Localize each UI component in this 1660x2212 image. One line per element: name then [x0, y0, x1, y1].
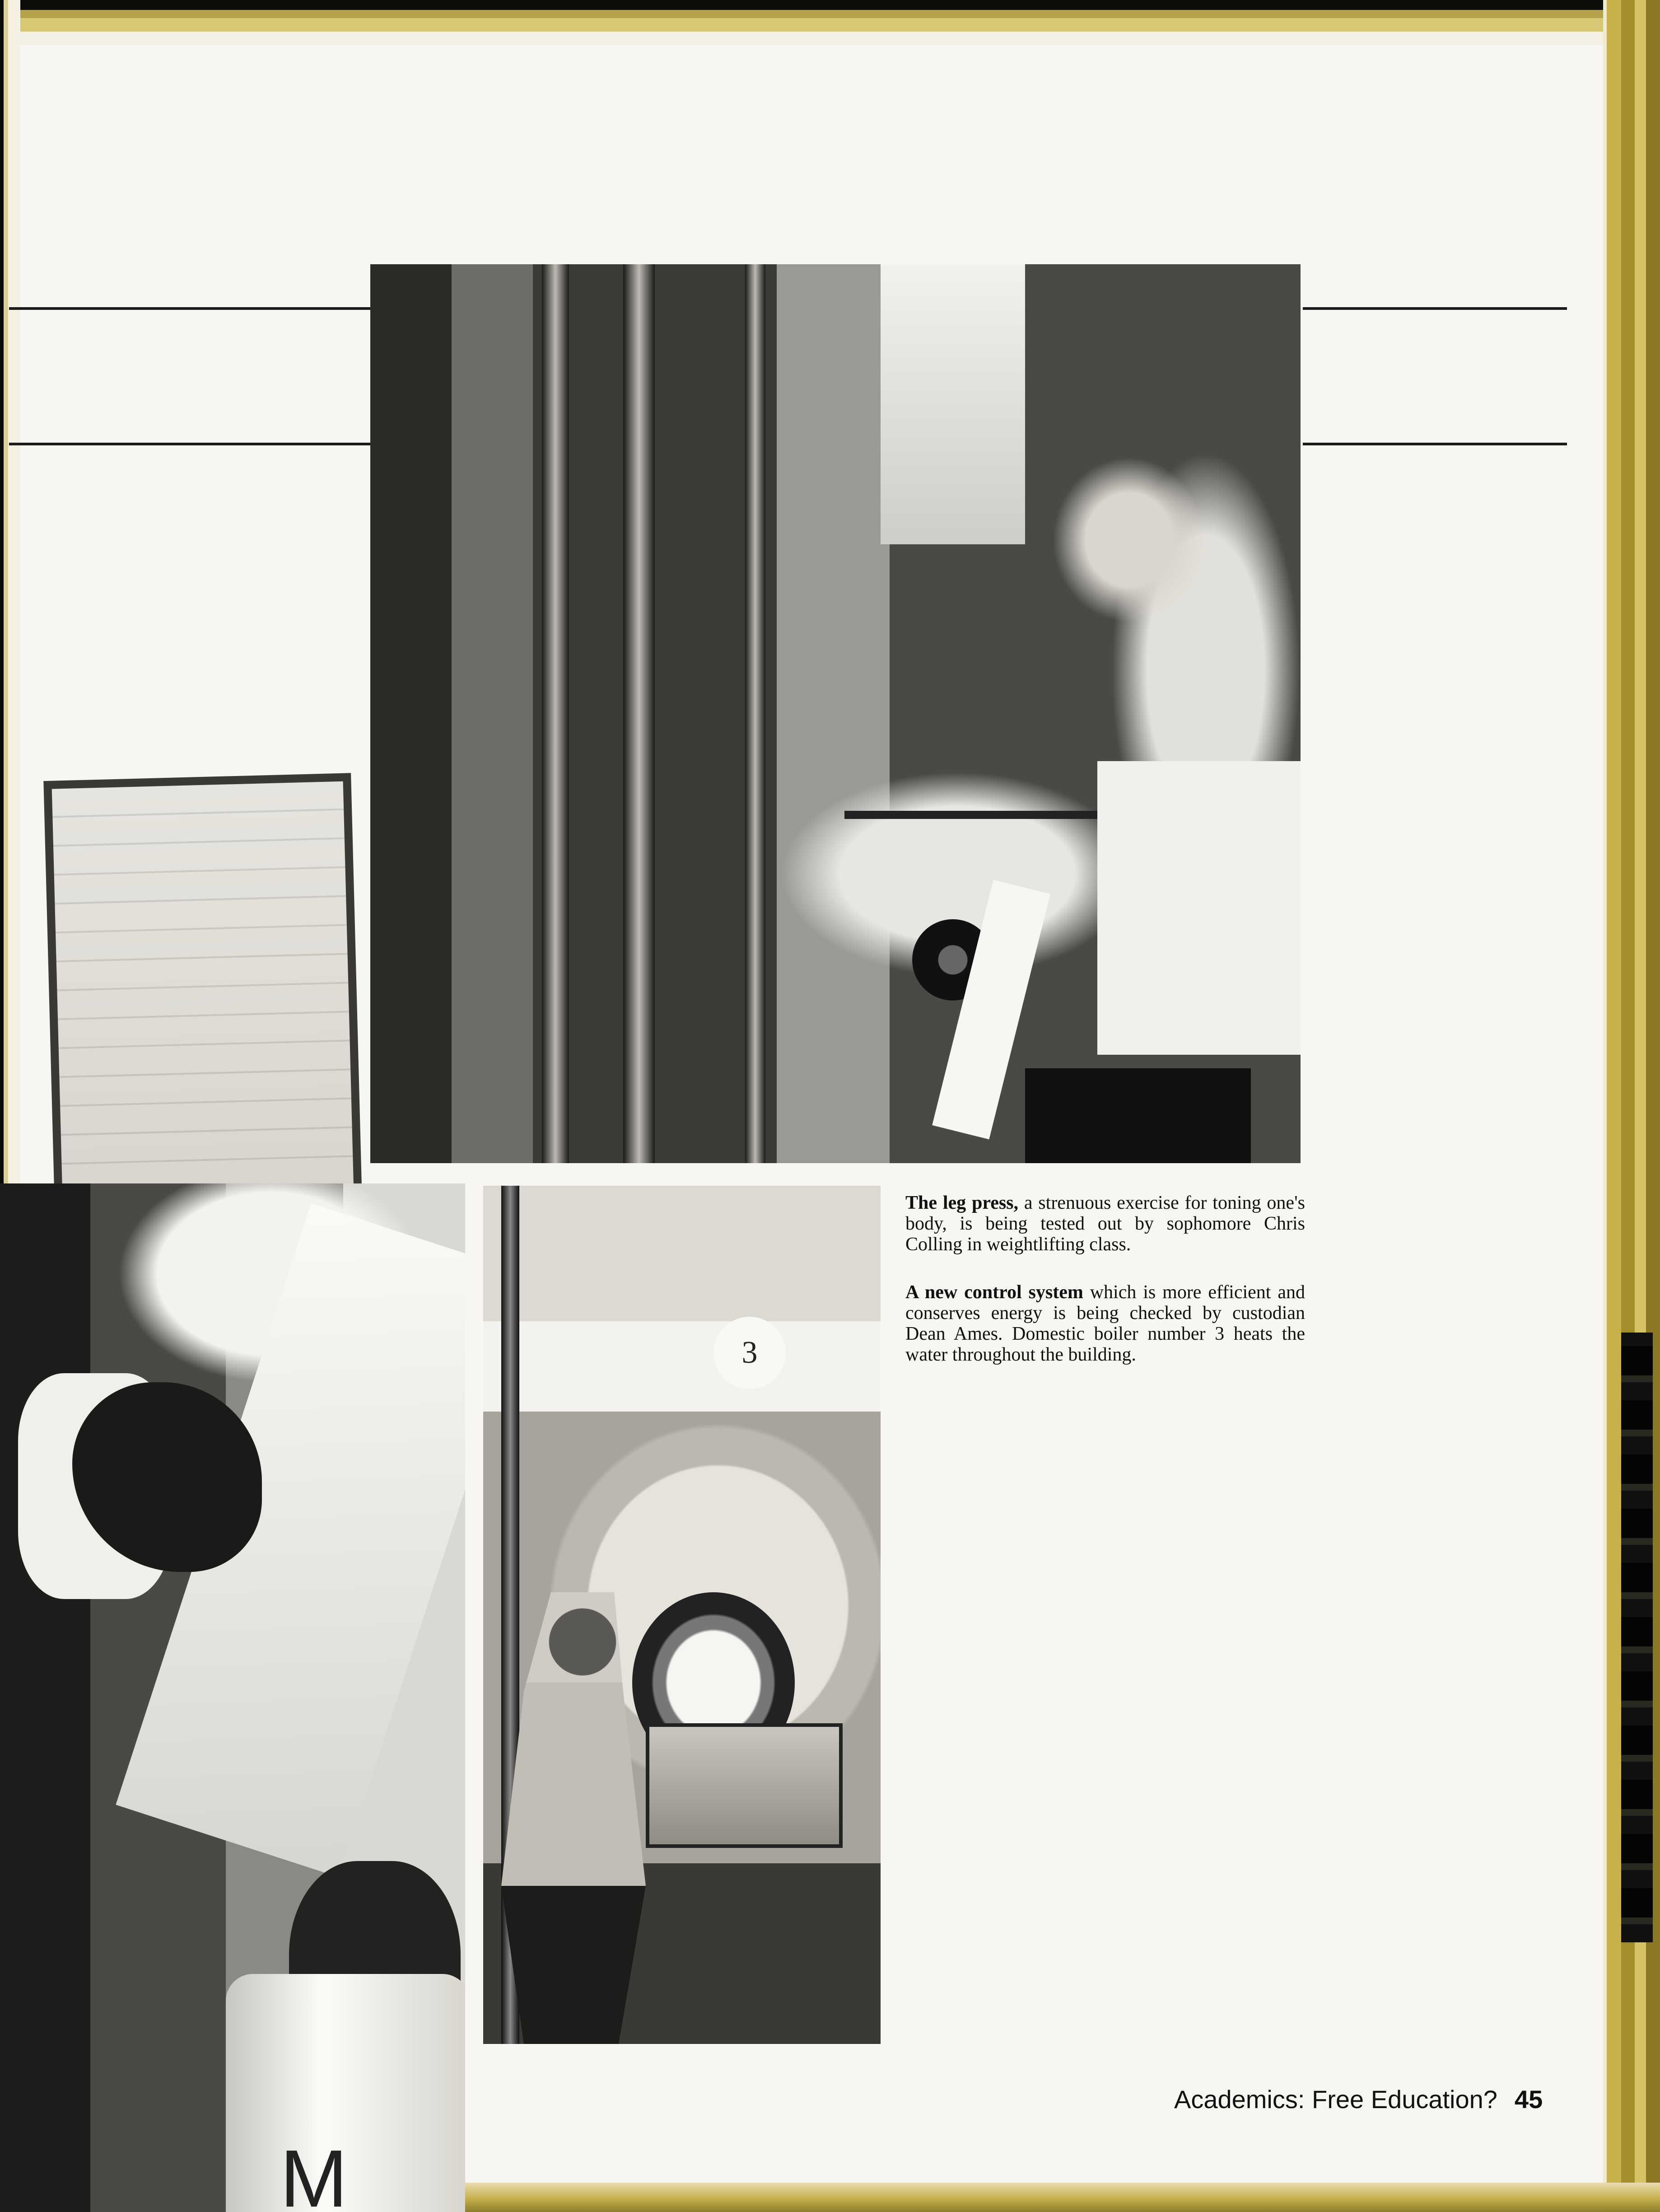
caption-lead: The leg press, [905, 1193, 1019, 1213]
shorts [1025, 1068, 1251, 1163]
rule-left-bottom [9, 443, 370, 445]
caption-body: which is more efficient and conserves energy is being checked by custodian Dean Ames. Domestic boiler number 3 heats the water throughout the building. [905, 1282, 1305, 1365]
rule-right-bottom [1303, 443, 1567, 445]
barbell [844, 811, 1115, 819]
caption-leg-press [905, 1193, 1305, 1255]
page-footer [1174, 2085, 1543, 2114]
section-title: Academics: Free Education? [1174, 2085, 1497, 2114]
rack-post [745, 264, 765, 1163]
page-binding-edge [1603, 0, 1660, 2212]
photo-captions [905, 1193, 1305, 1392]
page-number: 45 [1514, 2085, 1543, 2114]
leg-press-photo [370, 264, 1301, 1163]
tshirt [1097, 761, 1301, 1055]
caption-body: a strenuous exercise for toning one's body, is being tested out by sophomore Chris Colling in weightlifting class. [905, 1193, 1305, 1255]
caption-control-system [905, 1282, 1305, 1365]
binding-dark-band [1621, 1333, 1653, 1942]
caption-lead: A new control system [905, 1282, 1083, 1303]
page-top-edge [0, 0, 1660, 45]
rack-post [542, 264, 569, 1163]
boiler-photo [483, 1186, 881, 2044]
hands-jar-photo [0, 1183, 465, 2212]
rule-left-top [9, 307, 370, 310]
boiler-number-label: 3 [713, 1317, 786, 1389]
jar-label: M [280, 2133, 348, 2212]
control-panel [646, 1723, 843, 1848]
rack-post [623, 264, 655, 1163]
mirror [881, 264, 1025, 544]
rule-right-top [1303, 307, 1567, 310]
